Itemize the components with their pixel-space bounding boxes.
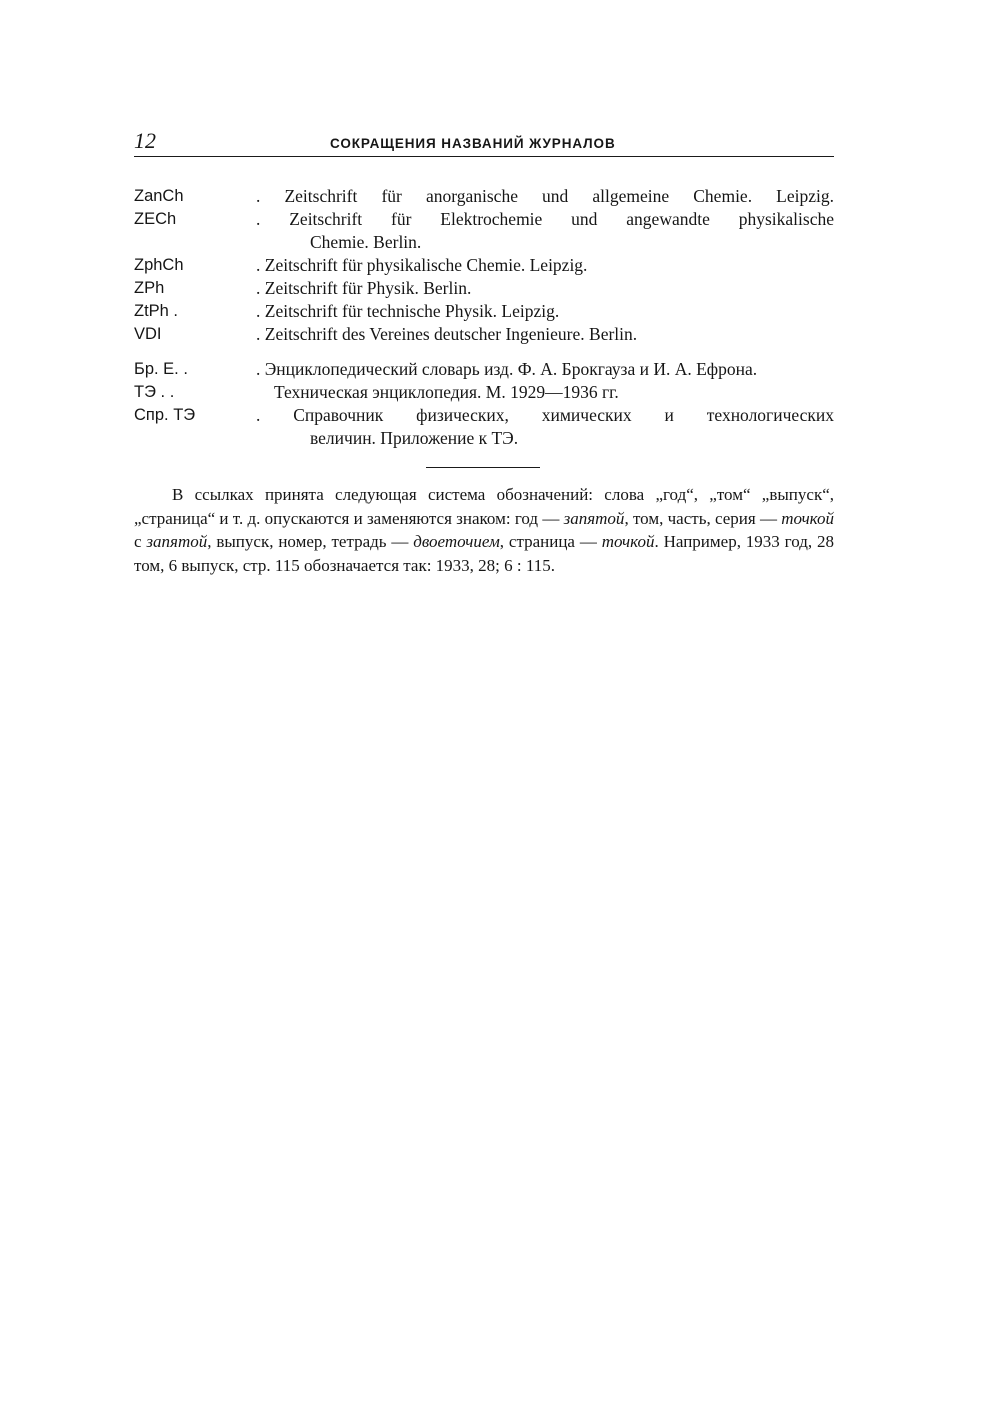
- running-title: СОКРАЩЕНИЯ НАЗВАНИЙ ЖУРНАЛОВ: [330, 136, 616, 151]
- abbr-definition: [256, 208, 834, 254]
- note-text: , выпуск, номер, тетрадь —: [207, 532, 414, 551]
- note-text: , том, часть, серия —: [624, 508, 782, 528]
- note-text: . Например, 1933 год, 28 том, 6 выпуск, стр. 115 обозначается так: 1933, 28; 6 : 115.: [134, 532, 834, 575]
- abbr-row: [134, 185, 834, 208]
- abbr-definition: Техническая энциклопедия. М. 1929—1936 гг.: [274, 382, 619, 402]
- abbr-code: ZanCh: [134, 187, 184, 205]
- abbr-code: Бр. Е. .: [134, 360, 188, 378]
- note-emphasis: точкой: [781, 508, 834, 528]
- abbr-row: [134, 381, 834, 404]
- abbr-row: [134, 323, 834, 346]
- abbr-code: ZtPh .: [134, 302, 179, 320]
- abbr-definition: . Энциклопедический словарь изд. Ф. А. Брокгауза и И. А. Ефрона.: [256, 359, 758, 379]
- page-header: [134, 128, 834, 157]
- citation-note-paragraph: [134, 483, 834, 577]
- note-emphasis: точкой: [601, 532, 655, 551]
- abbr-definition-line: . Zeitschrift für anorganische und allgemeine Chemie. Leipzig.: [256, 186, 834, 206]
- abbr-row: [134, 208, 834, 254]
- abbr-definition-line: . Zeitschrift für Elektrochemie und angewandte physikalische: [256, 209, 834, 229]
- abbr-definition-continuation: величин. Приложение к ТЭ.: [310, 428, 519, 448]
- abbr-definition: . Zeitschrift für physikalische Chemie. Leipzig.: [256, 255, 588, 275]
- abbr-row: [134, 404, 834, 450]
- journal-abbreviations-german: [134, 185, 834, 346]
- abbr-definition-continuation: Chemie. Berlin.: [310, 232, 422, 252]
- note-text: В ссылках принята следующая система обозначений: слова „год“, „том“ „выпуск“, „страница“ и т. д. опускаются и заменяются знаком: год —: [134, 485, 834, 528]
- abbr-code: Спр. ТЭ: [134, 406, 196, 424]
- abbr-definition: . Zeitschrift für Physik. Berlin.: [256, 278, 472, 298]
- note-emphasis: двоеточием: [413, 532, 500, 551]
- abbr-code: ZECh: [134, 210, 177, 228]
- abbr-row: [134, 277, 834, 300]
- abbr-code: ZphCh: [134, 256, 184, 274]
- abbr-definition-line: . Справочник физических, химических и технологических: [256, 405, 834, 425]
- abbr-row: [134, 358, 834, 381]
- note-emphasis: запятой: [563, 508, 625, 528]
- abbr-definition: . Zeitschrift des Vereines deutscher Ingenieure. Berlin.: [256, 324, 638, 344]
- section-divider: [426, 467, 540, 468]
- abbr-code: ZPh: [134, 279, 165, 297]
- abbr-code: ТЭ . .: [134, 383, 175, 401]
- abbr-code: VDI: [134, 325, 162, 343]
- abbr-definition: . Zeitschrift für technische Physik. Leipzig.: [256, 301, 560, 321]
- abbr-definition: [256, 185, 834, 208]
- abbr-row: [134, 300, 834, 323]
- note-emphasis: запятой: [146, 532, 208, 551]
- abbr-definition: [256, 404, 834, 450]
- journal-abbreviations-russian: [134, 358, 834, 450]
- page-number: 12: [134, 128, 156, 153]
- note-text: , страница —: [499, 532, 602, 551]
- page: [134, 128, 834, 594]
- note-text: с: [134, 532, 147, 551]
- abbr-row: [134, 254, 834, 277]
